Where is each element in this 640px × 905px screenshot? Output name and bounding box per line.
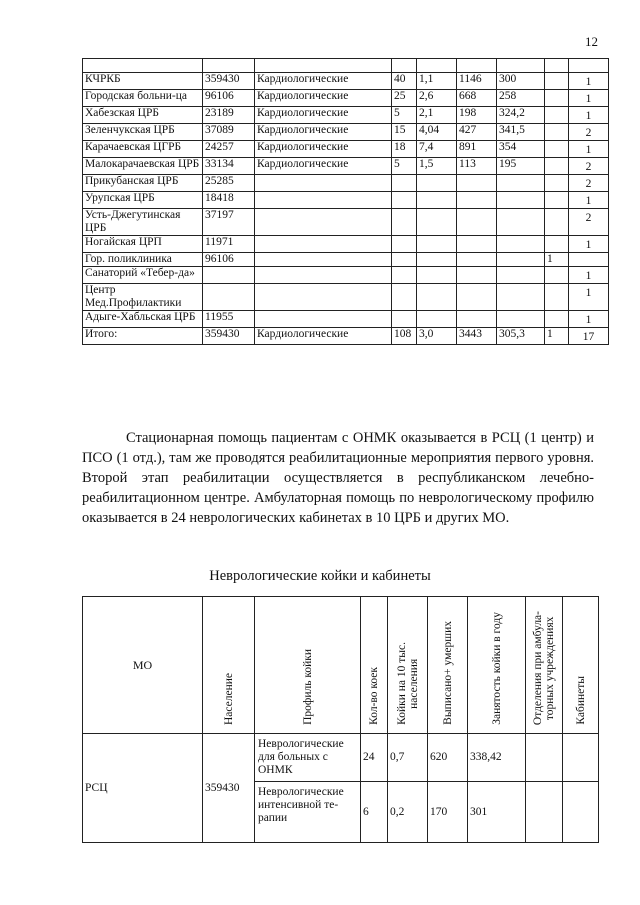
cell-cabinets <box>563 734 599 782</box>
cell-per10k <box>417 192 457 209</box>
cell-departments <box>545 284 569 311</box>
cell-mo: Итого: <box>83 328 203 345</box>
cell-occupancy: 300 <box>497 73 545 90</box>
cell-discharged: 170 <box>428 782 468 843</box>
cell-departments <box>545 158 569 175</box>
cell-departments <box>545 59 569 73</box>
header-per10k: Койки на 10 тыс. населения <box>388 597 428 734</box>
body-paragraph: Стационарная помощь пациентам с ОНМК оказывается в РСЦ (1 центр) и ПСО (1 отд.), там же проводятся реабилитационные мероприятия первого уровня. Второй этап реабилитации осуществляется в республиканском лечебно-реабилитационном центре. Амбулаторная помощь по неврологическому профилю оказывается в 24 неврологических кабинетах в 10 ЦРБ и других МО. <box>82 430 594 526</box>
neurology-table <box>82 596 599 843</box>
cell-cabinets <box>569 253 609 267</box>
cell-cabinets: 2 <box>569 158 609 175</box>
table-row <box>83 90 609 107</box>
table-row <box>83 175 609 192</box>
cell-occupancy <box>497 192 545 209</box>
cell-cabinets: 17 <box>569 328 609 345</box>
cell-mo: Карачаевская ЦГРБ <box>83 141 203 158</box>
cell-discharged <box>457 209 497 236</box>
cell-profile: Кардиологические <box>255 141 392 158</box>
table-header-row <box>83 59 609 73</box>
table-row <box>83 158 609 175</box>
cell-mo: Центр Мед.Профилактики <box>83 284 203 311</box>
cell-discharged: 1146 <box>457 73 497 90</box>
table2-header-row <box>83 597 599 734</box>
cell-mo: Санаторий «Тебер-да» <box>83 267 203 284</box>
cell-mo: Малокарачаевская ЦРБ <box>83 158 203 175</box>
cardiology-table <box>82 58 609 345</box>
cell-beds <box>392 284 417 311</box>
cell-profile: Неврологические для больных с ОНМК <box>255 734 361 782</box>
cell-beds: 25 <box>392 90 417 107</box>
cell-cabinets: 1 <box>569 107 609 124</box>
table-total-row <box>83 328 609 345</box>
cell-mo: Урупская ЦРБ <box>83 192 203 209</box>
cell-population: 359430 <box>203 734 255 843</box>
cell-cabinets: 1 <box>569 236 609 253</box>
page-number: 12 <box>585 34 598 49</box>
cell-discharged <box>457 253 497 267</box>
cell-population <box>203 267 255 284</box>
cell-occupancy <box>497 284 545 311</box>
cell-beds <box>392 192 417 209</box>
cell-profile: Кардиологические <box>255 328 392 345</box>
cell-occupancy <box>497 311 545 328</box>
cell-cabinets: 2 <box>569 209 609 236</box>
table-row <box>83 209 609 236</box>
cell-occupancy <box>497 267 545 284</box>
cell-mo: Прикубанская ЦРБ <box>83 175 203 192</box>
cell-occupancy <box>497 175 545 192</box>
cell-per10k <box>417 311 457 328</box>
table2-title: Неврологические койки и кабинеты <box>209 568 431 584</box>
cell-beds: 15 <box>392 124 417 141</box>
cell-profile: Неврологические интенсивной те-рапии <box>255 782 361 843</box>
cell-population <box>203 284 255 311</box>
cell-discharged: 891 <box>457 141 497 158</box>
cell-discharged: 427 <box>457 124 497 141</box>
cell-departments <box>545 311 569 328</box>
cell-population: 37089 <box>203 124 255 141</box>
cell-population: 96106 <box>203 90 255 107</box>
cell-mo: Хабезская ЦРБ <box>83 107 203 124</box>
cell-cabinets: 1 <box>569 141 609 158</box>
cell-discharged <box>457 236 497 253</box>
cell-discharged <box>457 311 497 328</box>
cell-discharged: 620 <box>428 734 468 782</box>
cell-discharged <box>457 284 497 311</box>
cell-mo: Городская больни-ца <box>83 90 203 107</box>
cell-per10k <box>417 253 457 267</box>
cell-mo: Зеленчукская ЦРБ <box>83 124 203 141</box>
cell-departments <box>545 90 569 107</box>
cell-discharged <box>457 267 497 284</box>
cell-mo: РСЦ <box>83 734 203 843</box>
cell-discharged <box>457 59 497 73</box>
cell-beds: 5 <box>392 158 417 175</box>
cell-beds: 5 <box>392 107 417 124</box>
cell-cabinets: 1 <box>569 192 609 209</box>
table-row <box>83 734 599 782</box>
cell-beds <box>392 236 417 253</box>
cell-beds: 40 <box>392 73 417 90</box>
cell-profile <box>255 175 392 192</box>
cell-population: 25285 <box>203 175 255 192</box>
cell-cabinets: 1 <box>569 73 609 90</box>
cell-departments <box>545 141 569 158</box>
cell-per10k: 0,7 <box>388 734 428 782</box>
cell-discharged: 668 <box>457 90 497 107</box>
cell-occupancy: 354 <box>497 141 545 158</box>
cell-cabinets <box>569 59 609 73</box>
cell-per10k: 2,6 <box>417 90 457 107</box>
cell-occupancy: 338,42 <box>468 734 526 782</box>
cell-per10k: 1,1 <box>417 73 457 90</box>
cell-discharged <box>457 175 497 192</box>
cell-population <box>203 59 255 73</box>
cell-profile <box>255 311 392 328</box>
cell-beds: 24 <box>361 734 388 782</box>
cell-mo: Усть-Джегутинская ЦРБ <box>83 209 203 236</box>
cell-occupancy: 301 <box>468 782 526 843</box>
cell-population: 11955 <box>203 311 255 328</box>
table-row <box>83 124 609 141</box>
table-row <box>83 107 609 124</box>
cell-departments <box>545 175 569 192</box>
cell-population: 37197 <box>203 209 255 236</box>
cell-departments <box>526 734 563 782</box>
cell-mo: КЧРКБ <box>83 73 203 90</box>
cell-population: 18418 <box>203 192 255 209</box>
cell-cabinets: 2 <box>569 175 609 192</box>
cell-population: 11971 <box>203 236 255 253</box>
cell-discharged: 198 <box>457 107 497 124</box>
cell-cabinets: 2 <box>569 124 609 141</box>
cell-cabinets: 1 <box>569 311 609 328</box>
header-cabinets: Кабинеты <box>563 597 599 734</box>
cell-per10k: 2,1 <box>417 107 457 124</box>
cell-occupancy: 258 <box>497 90 545 107</box>
cell-per10k <box>417 267 457 284</box>
cell-occupancy: 341,5 <box>497 124 545 141</box>
header-occupancy: Занятость койки в году <box>468 597 526 734</box>
cell-population: 24257 <box>203 141 255 158</box>
cell-beds: 18 <box>392 141 417 158</box>
cell-population: 359430 <box>203 73 255 90</box>
cell-departments <box>545 209 569 236</box>
cell-population: 23189 <box>203 107 255 124</box>
cell-beds <box>392 267 417 284</box>
header-profile: Профиль койки <box>255 597 361 734</box>
cell-per10k: 3,0 <box>417 328 457 345</box>
cell-departments: 1 <box>545 253 569 267</box>
cell-profile: Кардиологические <box>255 107 392 124</box>
header-mo: МО <box>83 597 203 734</box>
cell-beds <box>392 311 417 328</box>
cell-profile <box>255 59 392 73</box>
cell-profile <box>255 236 392 253</box>
cell-per10k <box>417 175 457 192</box>
cell-cabinets <box>563 782 599 843</box>
cell-mo <box>83 59 203 73</box>
header-discharged: Выписано+ умерших <box>428 597 468 734</box>
cell-profile: Кардиологические <box>255 73 392 90</box>
header-departments: Отделения при амбула- торных учреждениях <box>526 597 563 734</box>
cell-per10k: 0,2 <box>388 782 428 843</box>
cell-profile: Кардиологические <box>255 90 392 107</box>
cell-departments <box>526 782 563 843</box>
cell-population: 359430 <box>203 328 255 345</box>
cell-per10k: 7,4 <box>417 141 457 158</box>
table-row <box>83 141 609 158</box>
cell-profile <box>255 192 392 209</box>
cell-departments <box>545 192 569 209</box>
table-row <box>83 311 609 328</box>
cell-discharged: 113 <box>457 158 497 175</box>
cell-mo: Ногайская ЦРП <box>83 236 203 253</box>
cell-per10k <box>417 209 457 236</box>
header-beds: Кол-во коек <box>361 597 388 734</box>
table-row <box>83 253 609 267</box>
cell-departments: 1 <box>545 328 569 345</box>
cell-occupancy <box>497 253 545 267</box>
cell-per10k: 1,5 <box>417 158 457 175</box>
cell-departments <box>545 236 569 253</box>
cell-beds <box>392 209 417 236</box>
cell-departments <box>545 267 569 284</box>
cell-occupancy: 305,3 <box>497 328 545 345</box>
table-row <box>83 236 609 253</box>
cell-occupancy <box>497 209 545 236</box>
cell-discharged <box>457 192 497 209</box>
table-row <box>83 73 609 90</box>
cell-discharged: 3443 <box>457 328 497 345</box>
cell-departments <box>545 124 569 141</box>
cell-profile <box>255 253 392 267</box>
cell-population: 96106 <box>203 253 255 267</box>
cell-population: 33134 <box>203 158 255 175</box>
cell-departments <box>545 107 569 124</box>
cell-occupancy: 195 <box>497 158 545 175</box>
cell-cabinets: 1 <box>569 267 609 284</box>
cell-per10k: 4,04 <box>417 124 457 141</box>
cell-beds: 6 <box>361 782 388 843</box>
cell-profile: Кардиологические <box>255 124 392 141</box>
cell-occupancy: 324,2 <box>497 107 545 124</box>
cell-beds <box>392 175 417 192</box>
cell-departments <box>545 73 569 90</box>
table-row <box>83 192 609 209</box>
cell-occupancy <box>497 59 545 73</box>
cell-cabinets: 1 <box>569 284 609 311</box>
table-row <box>83 267 609 284</box>
cell-profile: Кардиологические <box>255 158 392 175</box>
header-population: Население <box>203 597 255 734</box>
cell-profile <box>255 209 392 236</box>
cell-per10k <box>417 284 457 311</box>
cell-mo: Гор. поликлиника <box>83 253 203 267</box>
table-row <box>83 284 609 311</box>
cell-beds <box>392 253 417 267</box>
cell-beds <box>392 59 417 73</box>
cell-occupancy <box>497 236 545 253</box>
cell-beds: 108 <box>392 328 417 345</box>
cell-profile <box>255 284 392 311</box>
cell-cabinets: 1 <box>569 90 609 107</box>
cell-mo: Адыге-Хабльская ЦРБ <box>83 311 203 328</box>
cell-per10k <box>417 236 457 253</box>
cell-per10k <box>417 59 457 73</box>
cell-profile <box>255 267 392 284</box>
